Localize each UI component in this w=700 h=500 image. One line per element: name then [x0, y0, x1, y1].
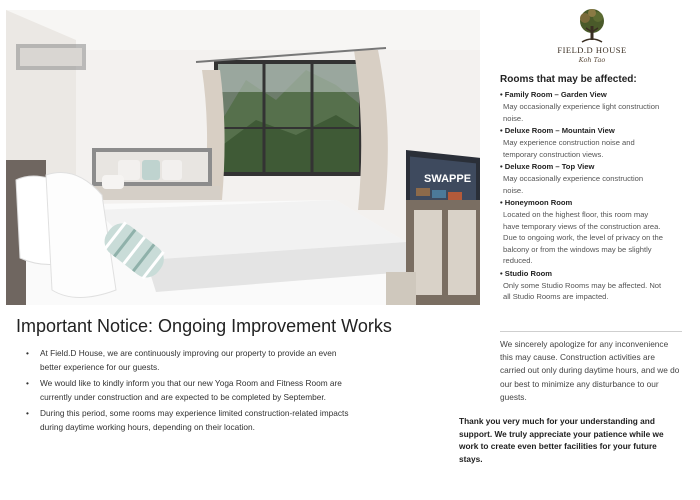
room-item — [500, 89, 690, 124]
notice-bullet-list — [22, 346, 432, 436]
tree-logo-icon — [574, 8, 610, 44]
apology-line: our best to minimize any disturbance to our — [500, 378, 659, 389]
room-description-line: Located on the highest floor, this room may — [503, 210, 649, 219]
room-name: • Honeymoon Room — [500, 198, 573, 207]
room-description-line: noise. — [503, 185, 524, 195]
bullet-dot-icon: • — [26, 408, 29, 418]
room-item — [500, 268, 690, 303]
apology-line: We sincerely apologize for any inconvenience — [500, 339, 669, 349]
room-illustration — [6, 10, 480, 305]
notice-bullet-line: During this period, some rooms may experience limited construction-related impacts — [40, 408, 349, 418]
room-item — [500, 125, 690, 160]
apology-line: this may cause. Construction activities are — [500, 352, 655, 363]
room-name: • Deluxe Room – Top View — [500, 162, 595, 171]
brand-location: Koh Tao — [578, 56, 606, 64]
room-description-line: Only some Studio Rooms may be affected. Not — [503, 280, 662, 290]
brand-logo — [540, 8, 644, 64]
room-description-line: Due to ongoing work, the level of privacy on the — [503, 233, 663, 242]
notice-bullet-line: during daytime working hours, depending on their location. — [40, 422, 255, 432]
brand-name: FIELD.D HOUSE — [557, 45, 627, 55]
section-divider — [500, 331, 682, 332]
hotel-room-photo — [6, 10, 480, 305]
room-description-line: balcony or from the windows may be slightly — [503, 244, 652, 254]
thank-you-paragraph — [459, 415, 689, 465]
thanks-line: work to create even better facilities for your future — [459, 441, 657, 451]
room-description-line: reduced. — [503, 256, 533, 265]
notice-bullet — [22, 346, 432, 374]
room-description-line: have temporary views of the construction area. — [503, 221, 661, 231]
room-name: • Family Room – Garden View — [500, 90, 607, 99]
notice-bullet — [22, 376, 432, 404]
rooms-heading: Rooms that may be affected: — [500, 74, 637, 85]
room-item — [500, 197, 690, 267]
notice-bullet-line: better experience for our guests. — [40, 362, 160, 372]
apology-line: carried out only during daytime hours, and we do — [500, 365, 680, 376]
room-name: • Deluxe Room – Mountain View — [500, 126, 615, 135]
notice-bullet-line: currently under construction and are expected to be completed by September. — [40, 392, 326, 402]
thanks-line: support. We truly appreciate your patience while we — [459, 428, 664, 439]
notice-bullet-line: At Field.D House, we are continuously improving our property to provide an even — [40, 348, 337, 358]
bullet-dot-icon: • — [26, 378, 29, 388]
room-description-line: all Studio Rooms are impacted. — [503, 292, 609, 301]
affected-rooms-section — [500, 74, 690, 304]
room-description-line: temporary construction views. — [503, 149, 604, 159]
room-description-line: May experience construction noise and — [503, 138, 635, 147]
room-description-line: noise. — [503, 113, 524, 123]
room-description-line: May occasionally experience light construction — [503, 102, 660, 111]
thanks-line: Thank you very much for your understanding and — [459, 416, 655, 426]
notice-bullet — [22, 406, 432, 434]
room-name: • Studio Room — [500, 268, 553, 278]
apology-line: guests. — [500, 391, 527, 402]
tv-screen-text: SWAPPE — [424, 173, 472, 185]
notice-title: Important Notice: Ongoing Improvement Works — [16, 316, 392, 336]
thanks-line: stays. — [459, 453, 483, 464]
room-description-line: May occasionally experience construction — [503, 174, 644, 183]
bullet-dot-icon: • — [26, 348, 29, 358]
apology-paragraph — [500, 338, 686, 404]
room-item — [500, 161, 690, 196]
notice-bullet-line: We would like to kindly inform you that our new Yoga Room and Fitness Room are — [40, 378, 342, 388]
